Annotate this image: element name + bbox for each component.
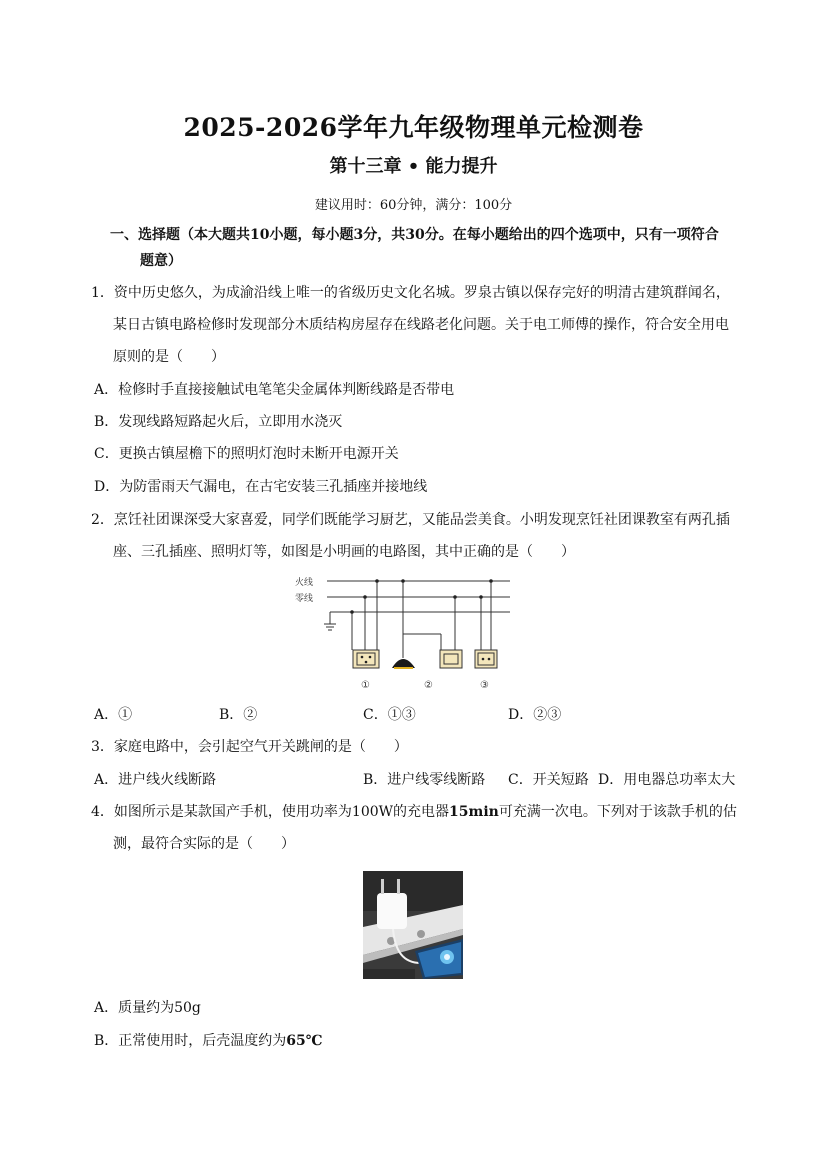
q1-text-line2: 某日古镇电路检修时发现部分木质结构房屋存在线路老化问题。关于电工师傅的操作，符合安全用电 [113,317,729,333]
section-heading [110,226,719,244]
q3-option-d[interactable]: D．用电器总功率太大 [598,772,736,788]
q3-option-b[interactable]: B．进户线零线断路 [363,772,486,788]
q1-option-a[interactable]: A．检修时手直接接触试电笔笔尖金属体判断线路是否带电 [94,382,455,398]
lamp-icon [392,659,415,668]
charger-phone-photo [363,871,463,979]
q4-text-line1 [91,803,737,821]
q2-option-d[interactable]: D．②③ [508,707,562,723]
q2-option-b[interactable]: B．② [219,707,258,723]
q2-circuit-diagram [295,572,530,697]
q4-option-b-value: 65℃ [286,1033,323,1049]
q1-option-d[interactable]: D．为防雷雨天气漏电，在古宅安装三孔插座并接地线 [94,479,428,495]
q4-text-line2: 测，最符合实际的是（ ） [113,836,295,852]
q4-text-bold: 15min [449,804,499,820]
q4-text-post: 可充满一次电。下列对于该款手机的估 [498,804,737,820]
q1-option-c[interactable]: C．更换古镇屋檐下的照明灯泡时未断开电源开关 [94,446,399,462]
q2-text-line1: 2．烹饪社团课深受大家喜爱，同学们既能学习厨艺，又能品尝美食。小明发现烹饪社团课教室有两孔插 [91,512,730,528]
q1-text-line1: 1．资中历史悠久，为成渝沿线上唯一的省级历史文化名城。罗泉古镇以保存完好的明清古建筑群闻名， [91,285,730,301]
q3-text-line1: 3．家庭电路中，会引起空气开关跳闸的是（ ） [91,739,408,755]
q4-option-a[interactable]: A．质量约为50g [94,1000,201,1016]
q4-option-b-text: B．正常使用时，后壳温度约为 [94,1033,287,1049]
q4-option-b[interactable] [94,1032,323,1050]
q3-option-a[interactable]: A．进户线火线断路 [94,772,217,788]
q4-text-pre: 4．如图所示是某款国产手机，使用功率为100W的充电器 [91,804,450,820]
q1-text-line3: 原则的是（ ） [113,349,225,365]
time-info: 建议用时：60分钟，满分：100分 [314,198,513,213]
q2-option-c[interactable]: C．①③ [363,707,416,723]
q2-text-line2: 座、三孔插座、照明灯等，如图是小明画的电路图，其中正确的是（ ） [113,544,575,560]
figure-label-2: ② [424,680,433,691]
page-subtitle: 第十三章 • 能力提升 [329,156,498,177]
q2-option-a[interactable]: A．① [94,707,133,723]
live-label: 火线 [295,578,314,588]
page-title: 2025-2026学年九年级物理单元检测卷 [183,113,644,142]
neutral-label: 零线 [295,594,314,604]
figure-label-3: ③ [480,680,489,691]
section-note-cont: 题意） [140,253,182,269]
section-note: （本大题共10小题，每小题3分，共30分。在每小题给出的四个选项中，只有一项符合 [180,227,719,243]
q3-option-c[interactable]: C．开关短路 [508,772,589,788]
q1-option-b[interactable]: B．发现线路短路起火后，立即用水浇灭 [94,414,343,430]
section-heading-label: 一、选择题 [110,227,180,243]
figure-label-1: ① [361,680,370,691]
